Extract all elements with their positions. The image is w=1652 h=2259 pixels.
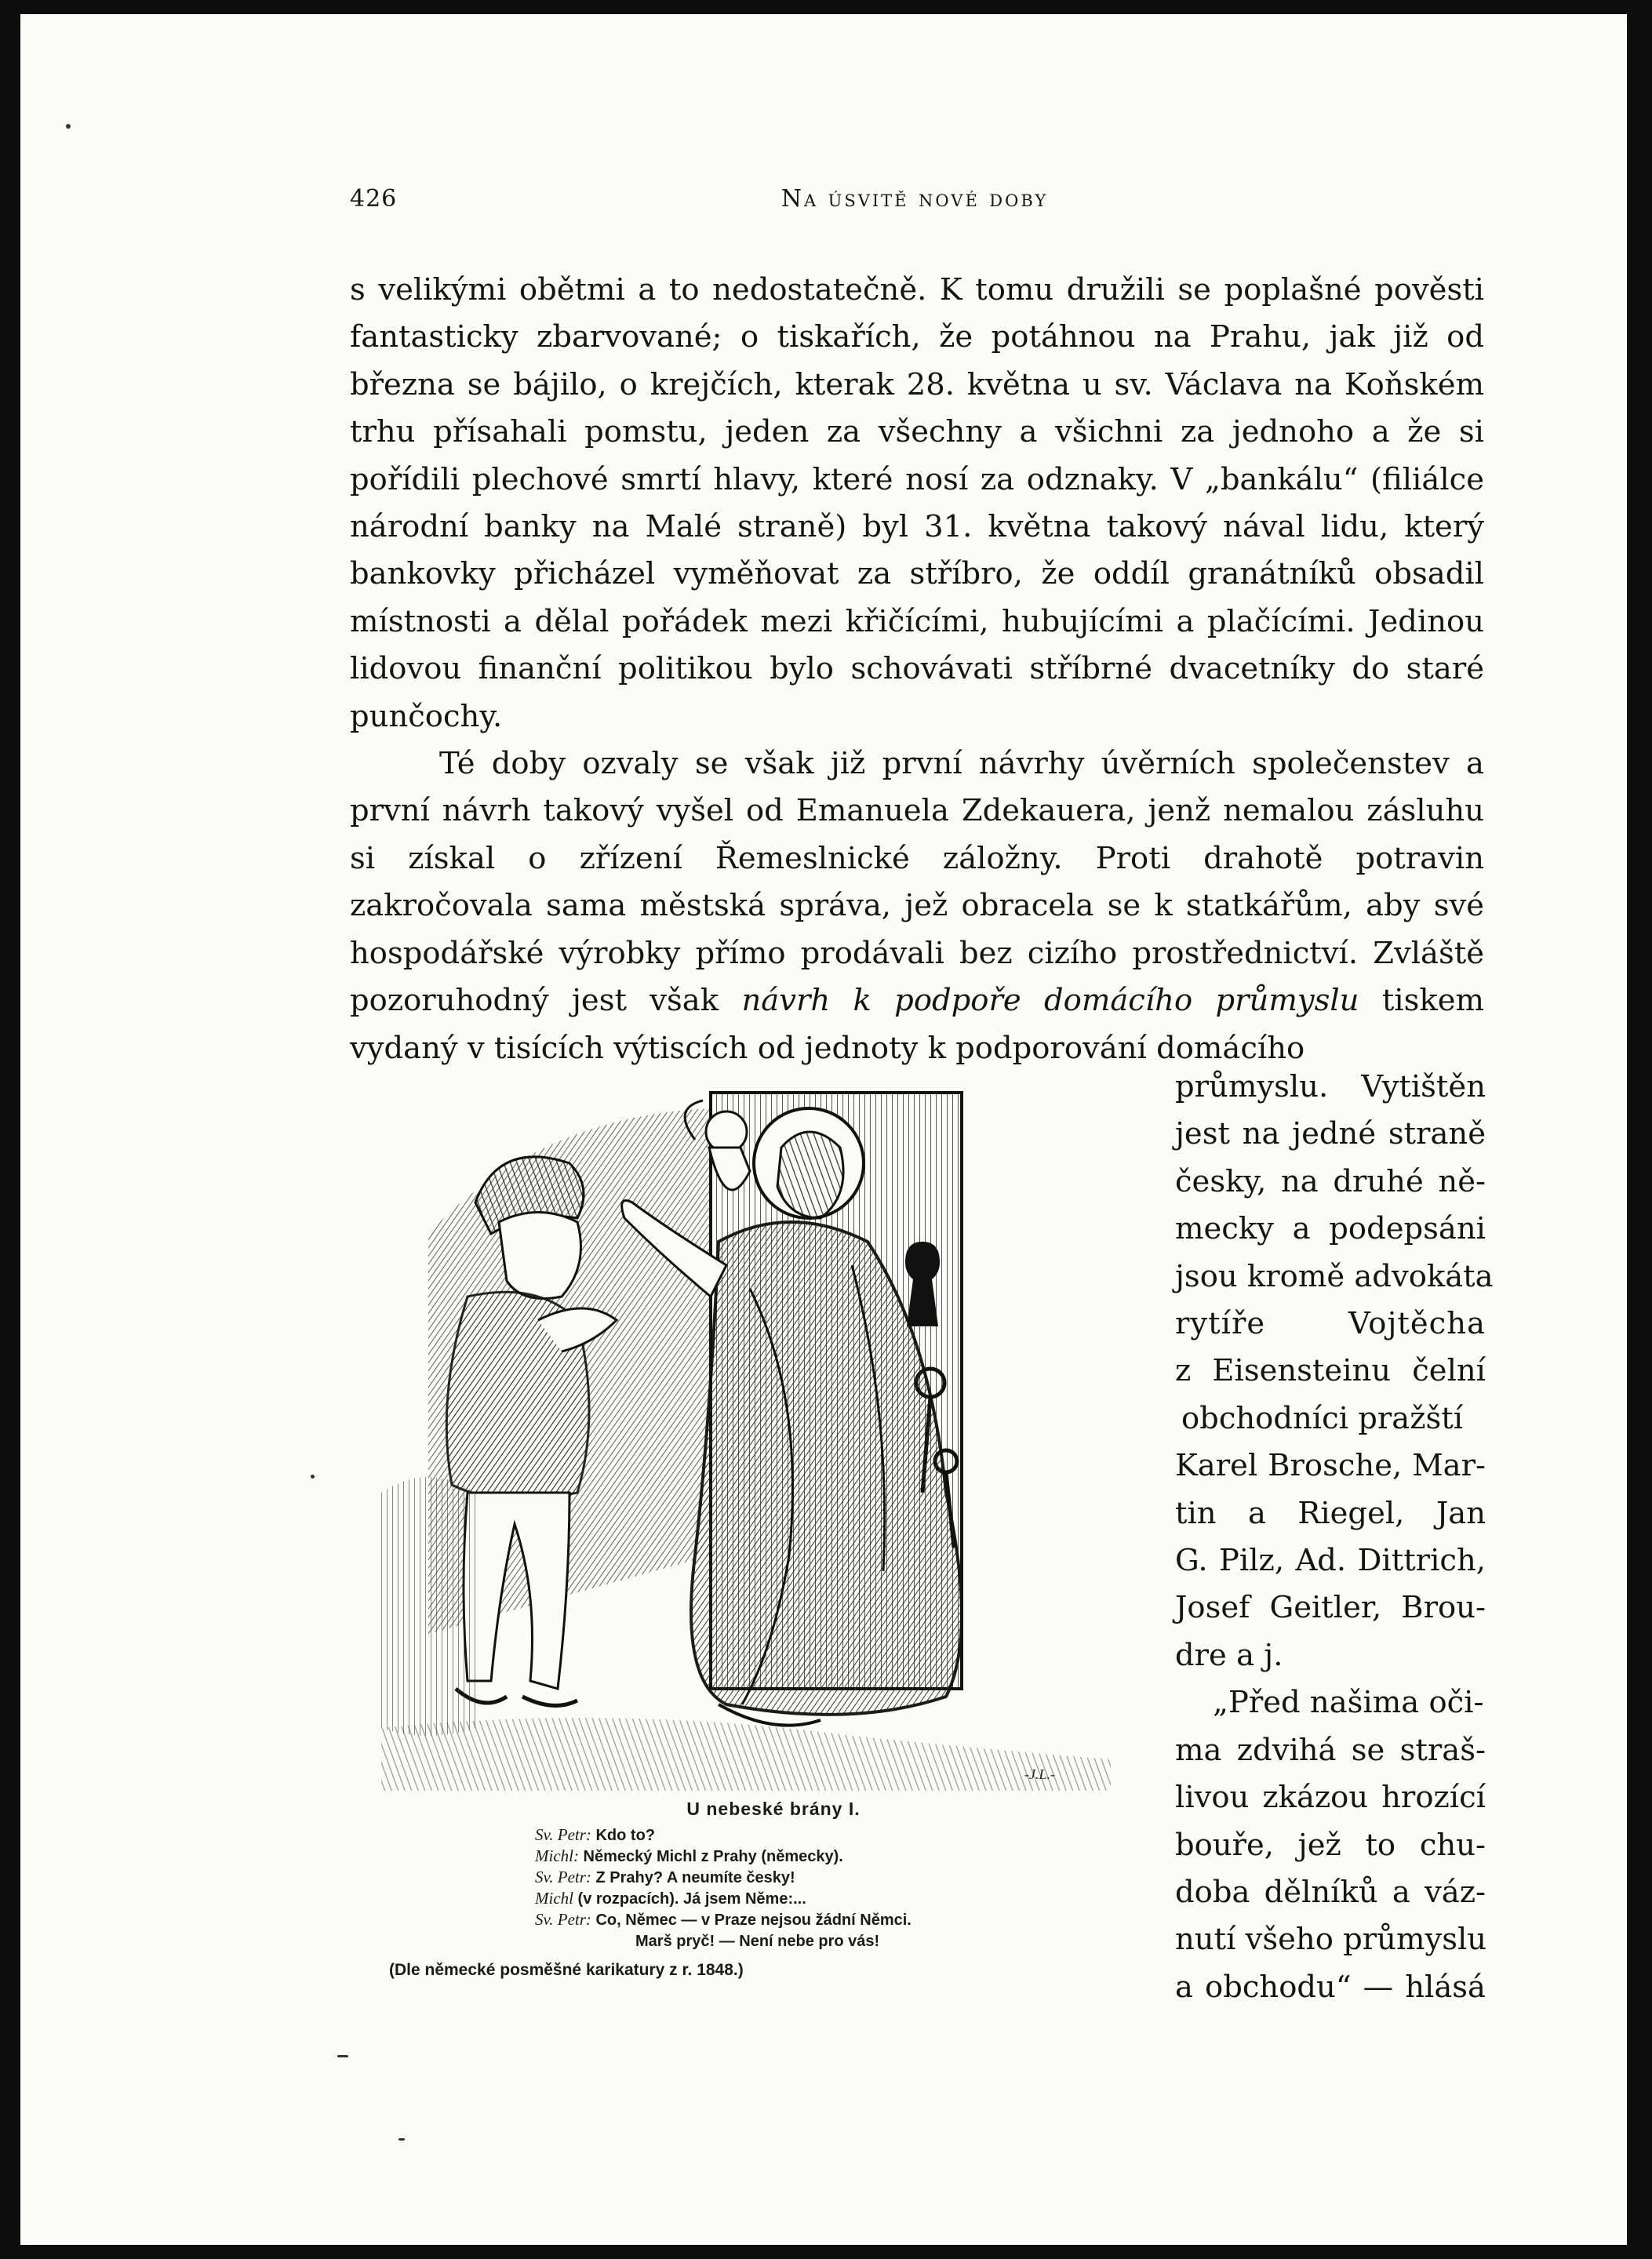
paragraph-2-after: tiskem vydaný v tisících výtiscích od jednoty k podporování domácího (350, 983, 1484, 1066)
figure (350, 1085, 1134, 2026)
dialog-text: (v rozpacích). Já jsem Něme:... (577, 1890, 806, 1908)
side-line: průmyslu. Vytištěn (1175, 1069, 1486, 1104)
side-line: mecky a podepsáni (1175, 1211, 1486, 1247)
side-line: „Před našima oči- (1213, 1685, 1484, 1721)
paragraph-1: s velikými obětmi a to nedostatečně. K tomu družili se poplašné pověsti fantasticky zbarvované; o tiskařích, že potáhnou na Prahu, jak již od března se bájilo, o krejčích, kterak 28. května u sv. Václava na Koňském trhu přísahali pomstu, jeden za všechny a všichni za jednoho a že si pořídili plechové smrtí hlavy, které nosí za odznaky. V „bankálu“ (filiálce národní banky na Malé straně) byl 31. května takový nával lidu, který bankovky přicházel vyměňovat za stříbro, že oddíl granátníků obsadil místnosti a dělal pořádek mezi křičícími, hubujícími a plačícími. Jedinou lidovou finanční politikou bylo schovávati stříbrné dvacetníky do staré punčochy. (350, 272, 1484, 734)
paragraph-2-italic: návrh k podpoře domácího průmyslu (741, 983, 1359, 1019)
side-line: jsou kromě advokáta (1175, 1258, 1494, 1294)
running-title: Na úsvitě nové doby (781, 185, 1049, 213)
dialog-line (350, 1930, 1134, 1952)
dialog-text: Marš pryč! — Není nebe pro vás! (635, 1933, 880, 1950)
figure-caption (350, 1795, 1134, 1980)
side-line: z Eisensteinu čelní (1175, 1353, 1486, 1389)
caption-title: U nebeské brány I. (686, 1799, 861, 1819)
side-line: Karel Brosche, Mar- (1175, 1448, 1486, 1484)
side-line: dre a j. (1175, 1637, 1283, 1673)
dialog-speaker: Michl (535, 1889, 573, 1908)
side-line: nutí všeho průmyslu (1175, 1922, 1487, 1958)
dialog-text: Německý Michl z Prahy (německy). (583, 1848, 843, 1865)
scan-speck (398, 2138, 405, 2141)
dialog-speaker: Michl: (535, 1846, 579, 1865)
side-line: obchodníci pražští (1181, 1400, 1464, 1436)
dialog-speaker: Sv. Petr: (535, 1825, 591, 1844)
side-line: livou zkázou hrozící (1175, 1780, 1486, 1816)
paragraph-2-start: Té doby ozvaly se však již první návrhy úvěrních společenstev a první návrh takový vyšel od Emanuela Zdekauera, jenž nemalou zásluhu si získal o zřízení Řemeslnické záložny. Proti drahotě potravin zakročovala sama městská správa, jež obracela se k statkářům, aby své hospodářské výrobky přímo prodávali bez cizího prostřednictví. Zvláště pozoruhodný jest však (350, 746, 1484, 1019)
side-line: doba dělníků a váz- (1175, 1874, 1486, 1910)
side-paragraph-quote (1175, 1679, 1486, 2011)
michl-head (499, 1213, 581, 1299)
paragraph-2 (350, 740, 1484, 1072)
scan-speck (66, 124, 71, 129)
side-line: a obchodu“ — hlásá (1175, 1969, 1486, 2005)
dialog-line (350, 1888, 1134, 1909)
side-line: tin a Riegel, Jan (1175, 1495, 1486, 1531)
dialog-line (350, 1846, 1134, 1867)
page-number: 426 (350, 185, 398, 213)
running-head (350, 185, 1479, 216)
side-line: rytíře Vojtěcha (1175, 1306, 1486, 1342)
side-line: G. Pilz, Ad. Dittrich, (1175, 1543, 1486, 1579)
side-line: jest na jedné straně (1175, 1116, 1486, 1152)
caricature-illustration (381, 1085, 1111, 1791)
scan-speck (337, 2055, 348, 2057)
side-line: česky, na druhé ně- (1175, 1163, 1486, 1199)
page-sheet (20, 14, 1627, 2245)
side-paragraph-continuation (1175, 1064, 1494, 1679)
caption-source: (Dle německé posměšné karikatury z r. 1848.) (389, 1961, 744, 1979)
dialog-text: Co, Němec — v Praze nejsou žádní Němci. (595, 1912, 912, 1929)
scan-speck (311, 1475, 315, 1479)
dialog-text: Kdo to? (595, 1827, 656, 1844)
side-line: Josef Geitler, Brou- (1175, 1590, 1486, 1626)
body-text (350, 267, 1484, 1072)
side-column (1175, 1064, 1494, 2011)
caption-dialog (350, 1824, 1134, 1952)
dialog-speaker: Sv. Petr: (535, 1868, 591, 1886)
dialog-line (350, 1909, 1134, 1930)
dialog-line (350, 1824, 1134, 1846)
side-line: bouře, jež to chu- (1175, 1827, 1486, 1863)
side-line: ma zdvihá se straš- (1175, 1732, 1486, 1768)
artist-signature: -J.L.- (1024, 1766, 1055, 1782)
dialog-text: Z Prahy? A neumíte česky! (595, 1869, 795, 1886)
dialog-speaker: Sv. Petr: (535, 1910, 591, 1929)
floor-shading (381, 1718, 1111, 1791)
ledge (381, 1477, 475, 1736)
dialog-line (350, 1867, 1134, 1888)
